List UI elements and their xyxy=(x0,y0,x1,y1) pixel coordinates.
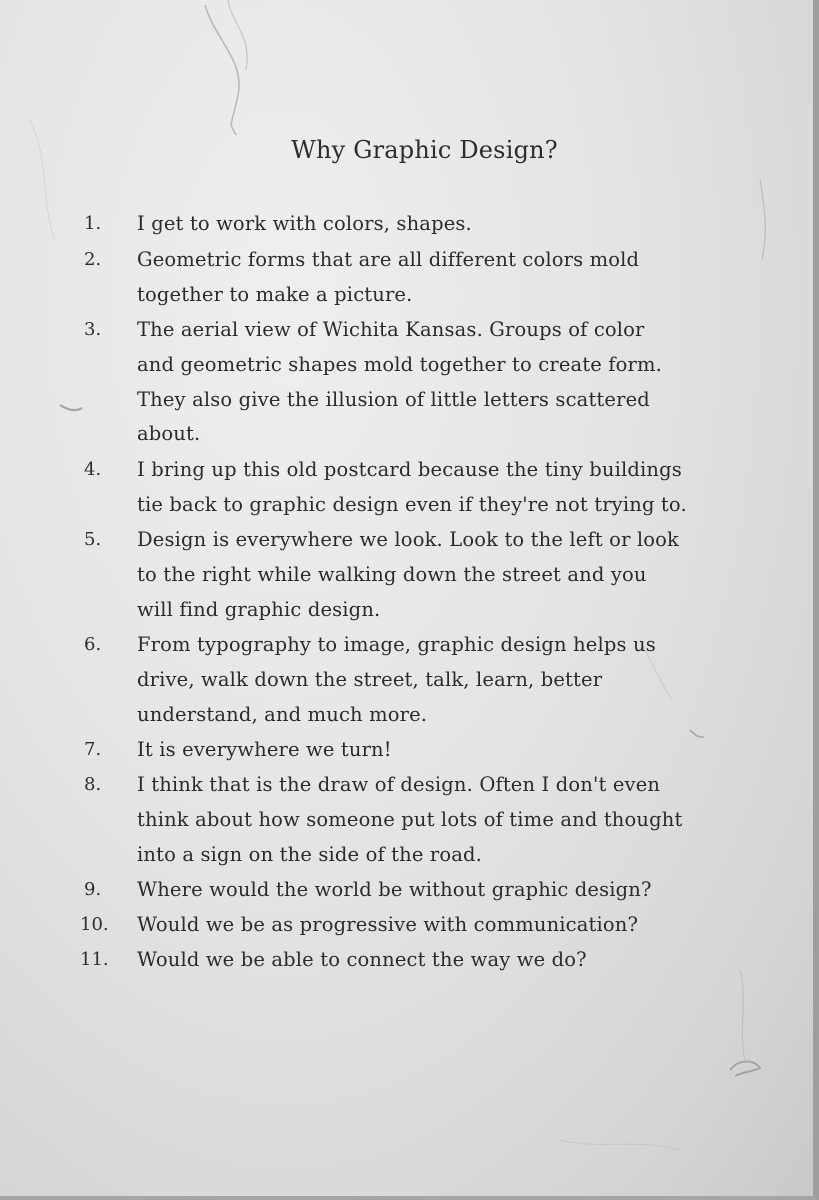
list-item-text-line: into a sign on the side of the road. xyxy=(137,843,483,866)
list-item-text-line: about. xyxy=(137,422,201,445)
list-item-text-line: think about how someone put lots of time and thought xyxy=(137,808,683,831)
list-item-text-line: Would we be able to connect the way we do? xyxy=(137,948,587,971)
list-item-text-line: will find graphic design. xyxy=(137,598,381,621)
list-item-number: 8. xyxy=(84,774,102,795)
list-item-text-line: and geometric shapes mold together to create form. xyxy=(137,353,663,376)
list-item-text-line: Design is everywhere we look. Look to the left or look xyxy=(137,528,680,551)
list-item-number: 1. xyxy=(84,213,102,234)
list-item-number: 6. xyxy=(84,634,102,655)
list-item-number: 3. xyxy=(84,319,102,340)
list-item-number: 9. xyxy=(84,879,102,900)
list-item-text-line: tie back to graphic design even if they're not trying to. xyxy=(137,493,687,516)
list-item-number: 4. xyxy=(84,459,102,480)
list-item-number: 5. xyxy=(84,529,102,550)
list-item-number: 11. xyxy=(80,949,109,970)
list-item-text-line: to the right while walking down the street and you xyxy=(137,563,647,586)
list-item-text-line: I bring up this old postcard because the tiny buildings xyxy=(137,458,682,481)
list-item-text-line: I get to work with colors, shapes. xyxy=(137,212,472,235)
list-item-text-line: From typography to image, graphic design helps us xyxy=(137,633,656,656)
list-item-text-line: together to make a picture. xyxy=(137,283,413,306)
list-item-text-line: understand, and much more. xyxy=(137,703,428,726)
list-item-text-line: Where would the world be without graphic design? xyxy=(137,878,652,901)
list-item-text-line: They also give the illusion of little letters scattered xyxy=(137,388,650,411)
list-item-text-line: Would we be as progressive with communication? xyxy=(137,913,639,936)
list-item-number: 10. xyxy=(80,914,109,935)
list-item-text-line: I think that is the draw of design. Often I don't even xyxy=(137,773,661,796)
list-item-number: 2. xyxy=(84,249,102,270)
list-item-number: 7. xyxy=(84,739,102,760)
page-title: Why Graphic Design? xyxy=(291,136,558,164)
list-item-text-line: Geometric forms that are all different colors mold xyxy=(137,248,640,271)
list-item-text-line: It is everywhere we turn! xyxy=(137,738,392,761)
list-item-text-line: drive, walk down the street, talk, learn, better xyxy=(137,668,603,691)
list-item-text-line: The aerial view of Wichita Kansas. Groups of color xyxy=(137,318,645,341)
